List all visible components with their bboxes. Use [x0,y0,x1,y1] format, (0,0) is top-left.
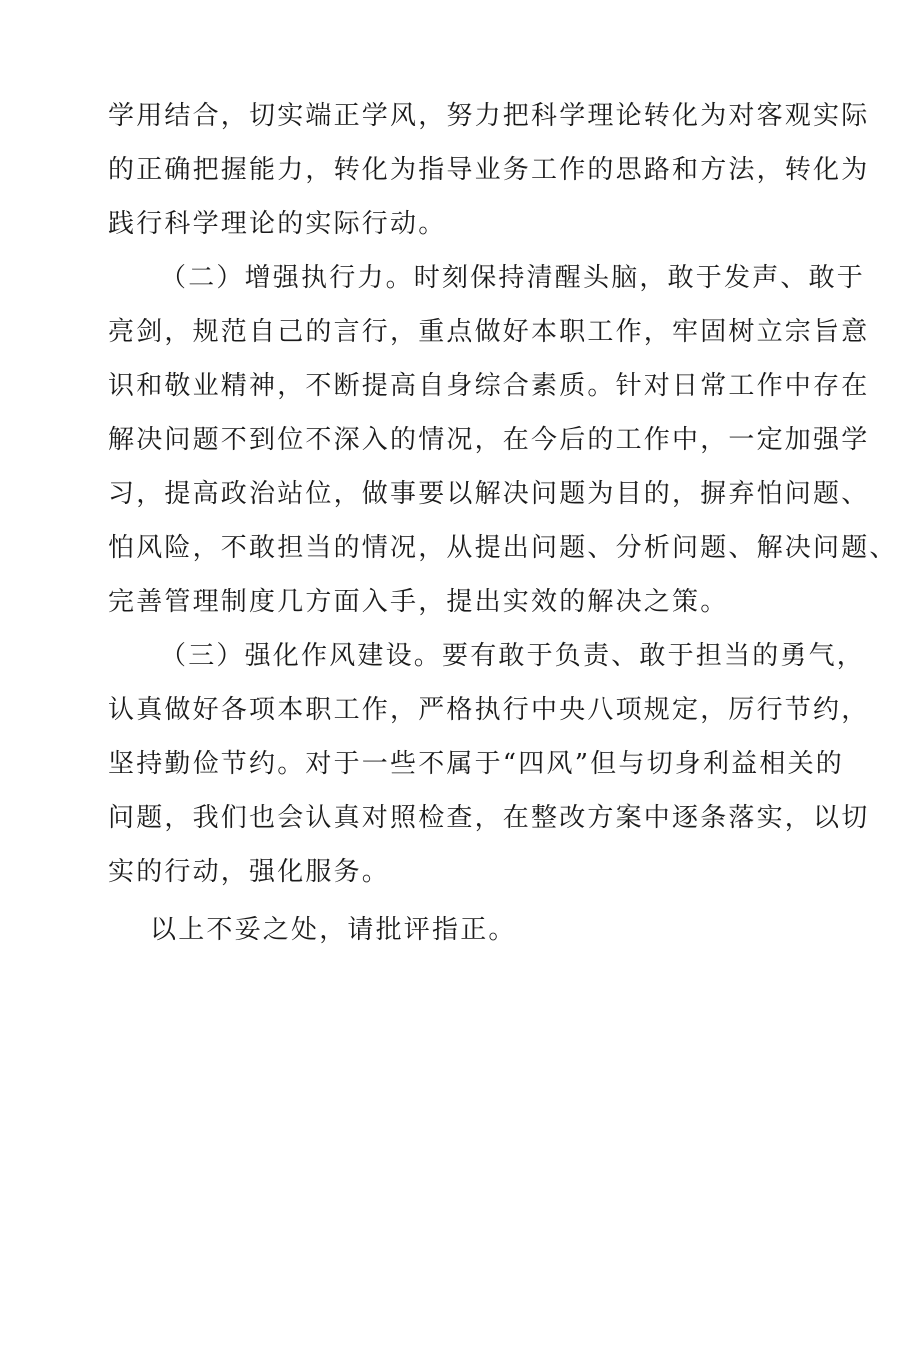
paragraph-1-line-2: 的正确把握能力，转化为指导业务工作的思路和方法，转化为 [108,155,870,185]
paragraph-2-line-3: 识和敬业精神，不断提高自身综合素质。针对日常工作中存在 [108,371,870,401]
paragraph-2-line-1: （二）增强执行力。时刻保持清醒头脑，敢于发声、敢于 [160,263,866,293]
paragraph-3-line-2: 认真做好各项本职工作，严格执行中央八项规定，厉行节约， [108,695,870,725]
paragraph-3-line-1: （三）强化作风建设。要有敢于负责、敢于担当的勇气， [160,641,866,671]
paragraph-2-line-2: 亮剑，规范自己的言行，重点做好本职工作，牢固树立宗旨意 [108,317,870,347]
paragraph-3-line-4: 问题，我们也会认真对照检查，在整改方案中逐条落实，以切 [108,803,870,833]
paragraph-1-line-3: 践行科学理论的实际行动。 [108,209,447,239]
paragraph-3-line-5: 实的行动，强化服务。 [108,857,391,887]
paragraph-3-line-3: 坚持勤俭节约。对于一些不属于“四风”但与切身利益相关的 [108,749,844,779]
paragraph-1-line-1: 学用结合，切实端正学风，努力把科学理论转化为对客观实际 [108,101,870,131]
closing-line: 以上不妥之处，请批评指正。 [150,915,517,945]
paragraph-2-line-4: 解决问题不到位不深入的情况，在今后的工作中，一定加强学 [108,425,870,455]
paragraph-2-line-7: 完善管理制度几方面入手，提出实效的解决之策。 [108,587,729,617]
paragraph-2-line-6: 怕风险，不敢担当的情况，从提出问题、分析问题、解决问题、 [108,533,898,563]
paragraph-2-line-5: 习，提高政治站位，做事要以解决问题为目的，摒弃怕问题、 [108,479,870,509]
